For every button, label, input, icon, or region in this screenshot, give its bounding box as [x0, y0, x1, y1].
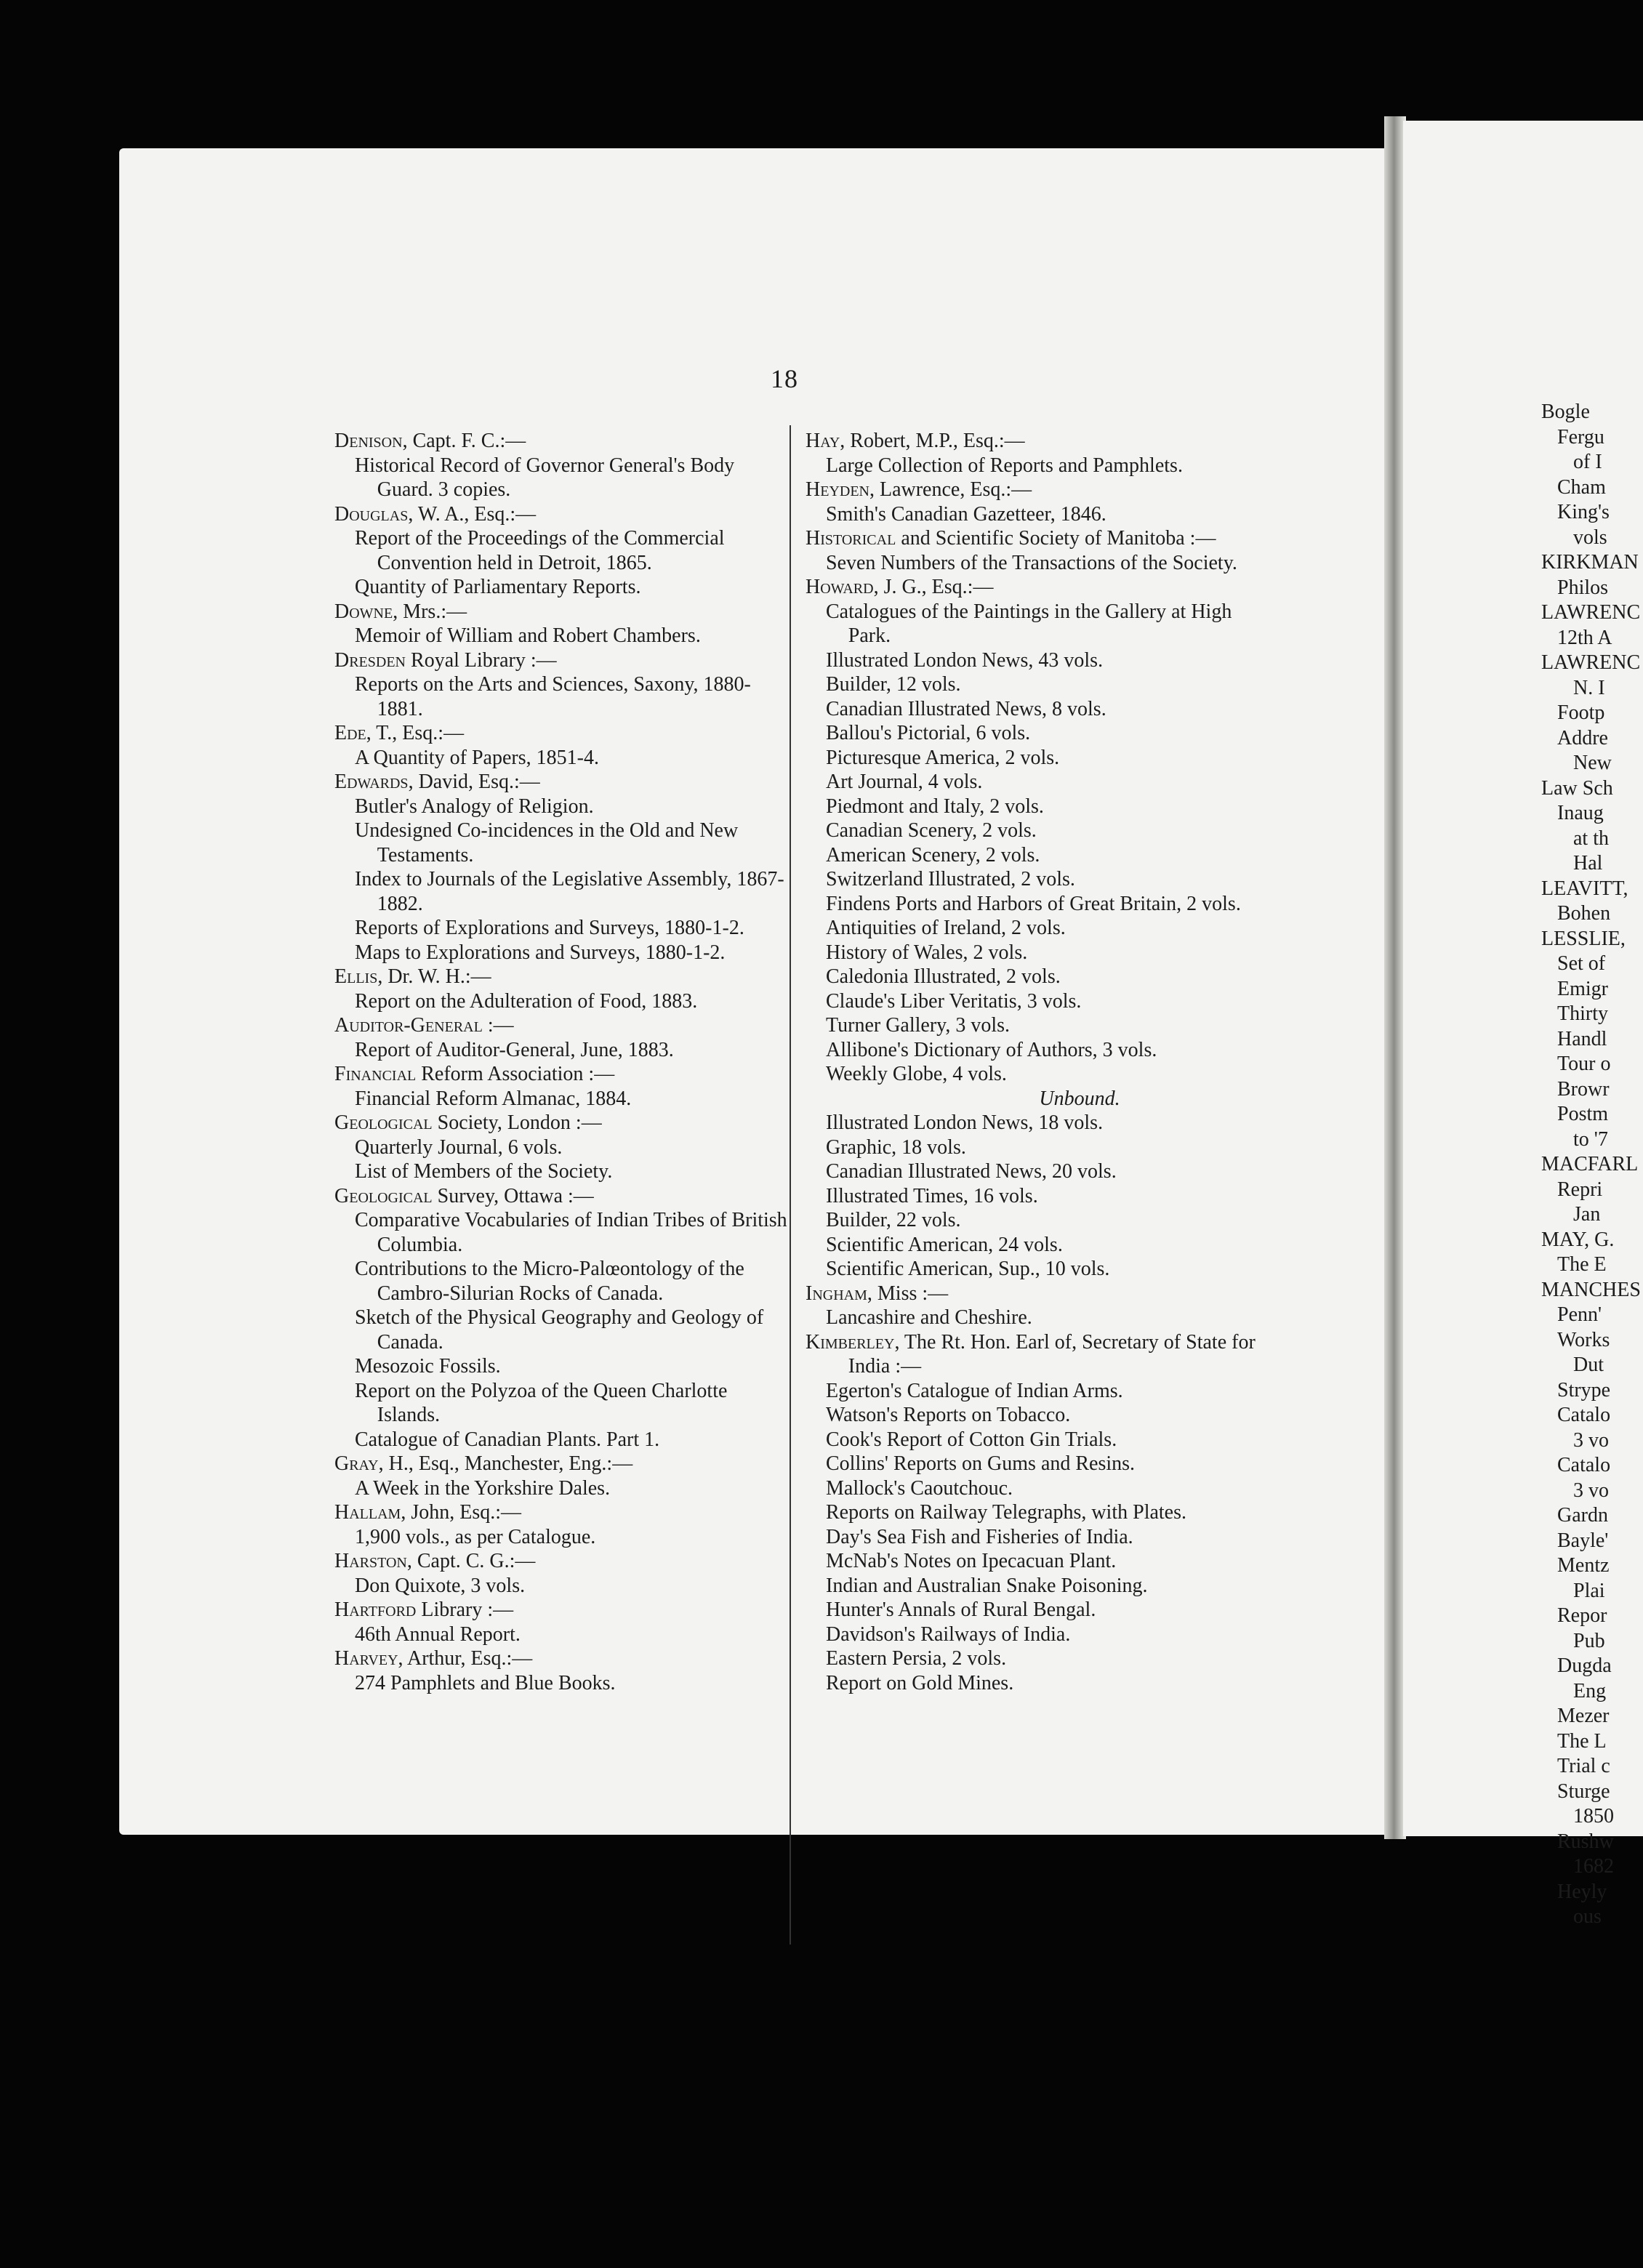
donor-details: , Mrs.:—	[393, 600, 467, 623]
fragment-line: Catalo	[1557, 1454, 1611, 1476]
donor-heading	[334, 1062, 789, 1087]
donor-heading	[334, 1598, 789, 1622]
donation-item: Illustrated London News, 18 vols.	[826, 1111, 1104, 1134]
donor-details: Library :—	[416, 1599, 514, 1621]
donor-details: , Capt. C. G.:—	[406, 1550, 536, 1572]
donation-item: List of Members of the Society.	[355, 1160, 613, 1183]
donor-heading	[334, 965, 789, 989]
donor-heading	[334, 1549, 789, 1574]
fragment-line: Tour o	[1557, 1053, 1611, 1075]
fragment-line: at th	[1573, 827, 1609, 850]
donation-item: Illustrated Times, 16 vols.	[826, 1184, 1038, 1207]
donation-item: Davidson's Railways of India.	[826, 1622, 1071, 1646]
donor-surname: Ede	[334, 722, 366, 744]
fragment-line: Heyly	[1557, 1880, 1607, 1903]
fragment-line: LEAVITT,	[1541, 877, 1628, 900]
donation-item: 46th Annual Report.	[355, 1622, 521, 1646]
donor-heading	[806, 1282, 1272, 1306]
fragment-line: Sturge	[1557, 1780, 1610, 1803]
donation-item: Allibone's Dictionary of Authors, 3 vols.	[826, 1038, 1157, 1061]
donation-item: Report on Gold Mines.	[826, 1671, 1014, 1694]
donation-item: McNab's Notes on Ipecacuan Plant.	[826, 1550, 1117, 1572]
fragment-line: KIRKMAN	[1541, 551, 1639, 574]
section-subheading: Unbound.	[1039, 1087, 1120, 1110]
fragment-line: Emigr	[1557, 977, 1608, 1000]
donor-heading	[806, 1330, 1272, 1379]
donation-item: History of Wales, 2 vols.	[826, 941, 1028, 964]
fragment-line: Rushw	[1557, 1830, 1614, 1853]
donation-item: Catalogue of Canadian Plants. Part 1.	[355, 1428, 660, 1451]
donor-details: , Capt. F. C.:—	[402, 430, 526, 452]
donor-surname: Douglas	[334, 502, 409, 526]
donation-item: Large Collection of Reports and Pamphlets.	[826, 454, 1183, 477]
fragment-line: King's	[1557, 501, 1610, 523]
donation-item: Smith's Canadian Gazetteer, 1846.	[826, 502, 1106, 526]
donation-item: Contributions to the Micro-Palœontology of the Cambro-Silurian Rocks of Canada.	[355, 1258, 744, 1305]
donation-item: Canadian Illustrated News, 20 vols.	[826, 1160, 1117, 1183]
donor-surname: Kimberley	[806, 1330, 895, 1354]
fragment-line: 1850	[1573, 1805, 1614, 1827]
donation-item: Quantity of Parliamentary Reports.	[355, 576, 641, 598]
donor-details: , W. A., Esq.:—	[408, 502, 537, 526]
donation-item: Scientific American, 24 vols.	[826, 1233, 1063, 1256]
fragment-line: New	[1573, 752, 1612, 774]
donor-heading	[334, 1013, 789, 1038]
donor-details: , Arthur, Esq.:—	[398, 1647, 533, 1670]
donation-item: Report of Auditor-General, June, 1883.	[355, 1038, 674, 1061]
donor-surname: Hay	[806, 430, 840, 452]
donation-item: Catalogues of the Paintings in the Gallery at High Park.	[826, 600, 1232, 647]
donation-item: Cook's Report of Cotton Gin Trials.	[826, 1428, 1117, 1451]
donation-item: Historical Record of Governor General's Body Guard. 3 copies.	[355, 454, 735, 501]
donation-item: American Scenery, 2 vols.	[826, 843, 1040, 866]
donation-item: Art Journal, 4 vols.	[826, 771, 983, 793]
fragment-line: Thirty	[1557, 1002, 1608, 1025]
donor-surname: Harston	[334, 1550, 407, 1572]
donation-item: Seven Numbers of the Transactions of the Society.	[826, 551, 1237, 574]
fragment-line: LAWRENC	[1541, 601, 1641, 624]
donation-item: Undesigned Co-incidences in the Old and New Testaments.	[355, 819, 739, 866]
donation-item: 1,900 vols., as per Catalogue.	[355, 1525, 596, 1548]
fragment-line: Gardn	[1557, 1504, 1608, 1527]
donor-heading	[334, 770, 789, 795]
fragment-line: The E	[1557, 1253, 1607, 1276]
fragment-line: LESSLIE,	[1541, 927, 1626, 950]
donation-item: Piedmont and Italy, 2 vols.	[826, 795, 1044, 818]
donation-item: Day's Sea Fish and Fisheries of India.	[826, 1525, 1133, 1548]
fragment-line: Cham	[1557, 475, 1606, 499]
donor-details: , T., Esq.:—	[366, 722, 465, 744]
fragment-line: Eng	[1573, 1679, 1607, 1702]
donation-item: Hunter's Annals of Rural Bengal.	[826, 1599, 1096, 1621]
fragment-line: 3 vo	[1573, 1479, 1609, 1502]
fragment-line: N. I	[1573, 676, 1605, 699]
donor-heading	[806, 429, 1272, 454]
donor-surname: Historical	[806, 527, 896, 550]
donation-item: Canadian Illustrated News, 8 vols.	[826, 697, 1106, 720]
fragment-line: Repri	[1557, 1178, 1603, 1201]
donation-item: Reports on Railway Telegraphs, with Plates.	[826, 1501, 1187, 1524]
fragment-line: Inaug	[1557, 802, 1604, 824]
donor-heading	[806, 526, 1272, 551]
donation-item: Lancashire and Cheshire.	[826, 1306, 1032, 1329]
fragment-line: Penn'	[1557, 1303, 1602, 1326]
fragment-line: Postm	[1557, 1103, 1609, 1125]
donor-surname: Gray	[334, 1452, 379, 1475]
donor-details: , Robert, M.P., Esq.:—	[840, 430, 1025, 452]
donation-item: Egerton's Catalogue of Indian Arms.	[826, 1379, 1123, 1402]
fragment-line: of I	[1573, 451, 1602, 473]
fragment-line: 12th A	[1557, 626, 1612, 649]
adjacent-page-fragment	[1541, 400, 1641, 1930]
fragment-line: Fergu	[1557, 425, 1604, 449]
donor-heading	[334, 429, 789, 454]
fragment-line: Works	[1557, 1328, 1610, 1351]
donation-item: Maps to Explorations and Surveys, 1880-1-2.	[355, 941, 726, 964]
donation-item: Findens Ports and Harbors of Great Britain, 2 vols.	[826, 892, 1241, 915]
donor-surname: Dresden	[334, 648, 406, 672]
donor-details: , Dr. W. H.:—	[377, 965, 491, 988]
donor-heading	[334, 600, 789, 624]
donation-item: A Week in the Yorkshire Dales.	[355, 1476, 611, 1500]
donation-item: Butler's Analogy of Religion.	[355, 795, 594, 818]
fragment-line: vols	[1573, 526, 1607, 549]
donor-details: , Lawrence, Esq.:—	[869, 478, 1032, 501]
donor-details: , J. G., Esq.:—	[873, 576, 994, 598]
donor-details: Royal Library :—	[406, 648, 557, 672]
donation-item: Builder, 22 vols.	[826, 1209, 961, 1231]
donor-heading	[806, 575, 1272, 600]
donation-item: Antiquities of Ireland, 2 vols.	[826, 917, 1066, 939]
donor-surname: Downe	[334, 600, 393, 623]
donation-item: Comparative Vocabularies of Indian Tribes of British Columbia.	[355, 1209, 787, 1256]
fragment-line: 3 vo	[1573, 1428, 1609, 1452]
fragment-line: MANCHES	[1541, 1278, 1641, 1301]
fragment-line: Set of	[1557, 952, 1606, 975]
donation-item: Eastern Persia, 2 vols.	[826, 1647, 1007, 1670]
donor-details: , The Rt. Hon. Earl of, Secretary of State for India :—	[848, 1330, 1256, 1378]
donor-heading	[334, 721, 789, 746]
donor-surname: Ellis	[334, 965, 378, 988]
fragment-line: Handl	[1557, 1027, 1607, 1050]
page-number: 18	[771, 364, 798, 393]
donor-heading	[334, 1452, 789, 1476]
fragment-line: Plai	[1573, 1579, 1605, 1602]
donation-item: Watson's Reports on Tobacco.	[826, 1404, 1071, 1426]
donation-item: Report of the Proceedings of the Commercial Convention held in Detroit, 1865.	[355, 527, 725, 574]
donor-details: Reform Association :—	[416, 1063, 615, 1085]
middle-column	[806, 429, 1272, 1695]
donation-item: Weekly Globe, 4 vols.	[826, 1063, 1007, 1085]
donor-surname: Auditor-General	[334, 1014, 483, 1037]
fragment-line: MAY, G.	[1541, 1228, 1615, 1251]
donor-details: , Miss :—	[867, 1282, 949, 1305]
fragment-line: Philos	[1557, 576, 1609, 599]
fragment-line: Repor	[1557, 1604, 1607, 1627]
fragment-line: Bayle'	[1557, 1529, 1609, 1552]
donor-details: :—	[482, 1014, 514, 1037]
donor-surname: Geological	[334, 1184, 433, 1207]
donation-item: Turner Gallery, 3 vols.	[826, 1014, 1011, 1037]
donation-item: Sketch of the Physical Geography and Geology of Canada.	[355, 1306, 764, 1354]
donor-surname: Howard	[806, 576, 874, 598]
donation-item: Report on the Polyzoa of the Queen Charlotte Islands.	[355, 1379, 728, 1426]
fragment-line: Mezer	[1557, 1705, 1610, 1727]
donation-item: 274 Pamphlets and Blue Books.	[355, 1671, 616, 1694]
fragment-line: to '7	[1573, 1127, 1608, 1151]
fragment-line: Browr	[1557, 1077, 1610, 1101]
donor-surname: Heyden	[806, 478, 869, 501]
donor-surname: Geological	[334, 1111, 433, 1134]
donation-item: Graphic, 18 vols.	[826, 1135, 966, 1159]
fragment-line: The L	[1557, 1729, 1607, 1753]
donation-item: A Quantity of Papers, 1851-4.	[355, 746, 599, 769]
fragment-line: ous	[1573, 1905, 1602, 1928]
donor-details: , H., Esq., Manchester, Eng.:—	[378, 1452, 633, 1475]
donor-surname: Financial	[334, 1063, 417, 1085]
fragment-line: 1682	[1573, 1855, 1614, 1878]
donation-item: Collins' Reports on Gums and Resins.	[826, 1452, 1136, 1475]
column-divider	[790, 425, 791, 1945]
left-column	[334, 429, 789, 1695]
fragment-line: Dugda	[1557, 1654, 1612, 1677]
fragment-line: MACFARL	[1541, 1153, 1639, 1175]
donor-surname: Hartford	[334, 1599, 417, 1621]
donor-heading	[334, 502, 789, 527]
donor-heading	[334, 1184, 789, 1209]
fragment-line: Trial c	[1557, 1755, 1610, 1777]
donor-surname: Harvey	[334, 1647, 398, 1670]
donor-heading	[334, 1500, 789, 1525]
donation-item: Scientific American, Sup., 10 vols.	[826, 1258, 1110, 1280]
donation-item: Mesozoic Fossils.	[355, 1355, 501, 1378]
donation-item: Canadian Scenery, 2 vols.	[826, 819, 1037, 842]
donor-surname: Hallam	[334, 1501, 401, 1524]
donation-item: Report on the Adulteration of Food, 1883.	[355, 989, 698, 1013]
donation-item: Switzerland Illustrated, 2 vols.	[826, 868, 1075, 890]
donation-item: Indian and Australian Snake Poisoning.	[826, 1574, 1148, 1597]
fragment-line: Hal	[1573, 852, 1603, 874]
donation-item: Illustrated London News, 43 vols.	[826, 648, 1104, 672]
donation-item: Reports on the Arts and Sciences, Saxony, 1880-1881.	[355, 673, 751, 720]
donor-heading	[334, 1111, 789, 1135]
donor-heading	[806, 478, 1272, 502]
fragment-line: Mentz	[1557, 1554, 1610, 1577]
donation-item: Picturesque America, 2 vols.	[826, 746, 1060, 769]
donation-item: Financial Reform Almanac, 1884.	[355, 1087, 632, 1110]
fragment-line: Catalo	[1557, 1404, 1611, 1426]
donation-item: Don Quixote, 3 vols.	[355, 1574, 526, 1597]
donation-item: Quarterly Journal, 6 vols.	[355, 1135, 563, 1159]
donation-item: Reports of Explorations and Surveys, 1880-1-2.	[355, 917, 744, 939]
fragment-line: Jan	[1573, 1203, 1601, 1226]
fragment-line: Law Sch	[1541, 776, 1613, 800]
donor-surname: Edwards	[334, 771, 409, 793]
donation-item: Builder, 12 vols.	[826, 673, 961, 696]
fragment-line: Pub	[1573, 1629, 1605, 1652]
donation-item: Memoir of William and Robert Chambers.	[355, 624, 701, 647]
donor-heading	[334, 648, 789, 673]
donor-details: , David, Esq.:—	[408, 771, 540, 793]
fragment-line: Addre	[1557, 726, 1608, 749]
donor-details: , John, Esq.:—	[401, 1501, 522, 1524]
donor-surname: Ingham	[806, 1282, 867, 1305]
donor-surname: Denison	[334, 430, 403, 452]
donor-details: Society, London :—	[432, 1111, 602, 1134]
fragment-line: LAWRENC	[1541, 651, 1641, 674]
donation-item: Index to Journals of the Legislative Assembly, 1867-1882.	[355, 868, 784, 915]
donation-item: Ballou's Pictorial, 6 vols.	[826, 722, 1031, 744]
fragment-line: Footp	[1557, 701, 1605, 724]
donation-item: Claude's Liber Veritatis, 3 vols.	[826, 989, 1082, 1013]
donor-heading	[334, 1646, 789, 1671]
donation-item: Caledonia Illustrated, 2 vols.	[826, 965, 1061, 988]
fragment-line: Strype	[1557, 1378, 1611, 1402]
donor-details: and Scientific Society of Manitoba :—	[896, 527, 1216, 550]
fragment-line: Dut	[1573, 1354, 1604, 1376]
fragment-line: Bohen	[1557, 902, 1611, 925]
donation-item: Mallock's Caoutchouc.	[826, 1476, 1013, 1500]
donor-details: Survey, Ottawa :—	[432, 1184, 594, 1207]
fragment-line: Bogle	[1541, 401, 1590, 423]
